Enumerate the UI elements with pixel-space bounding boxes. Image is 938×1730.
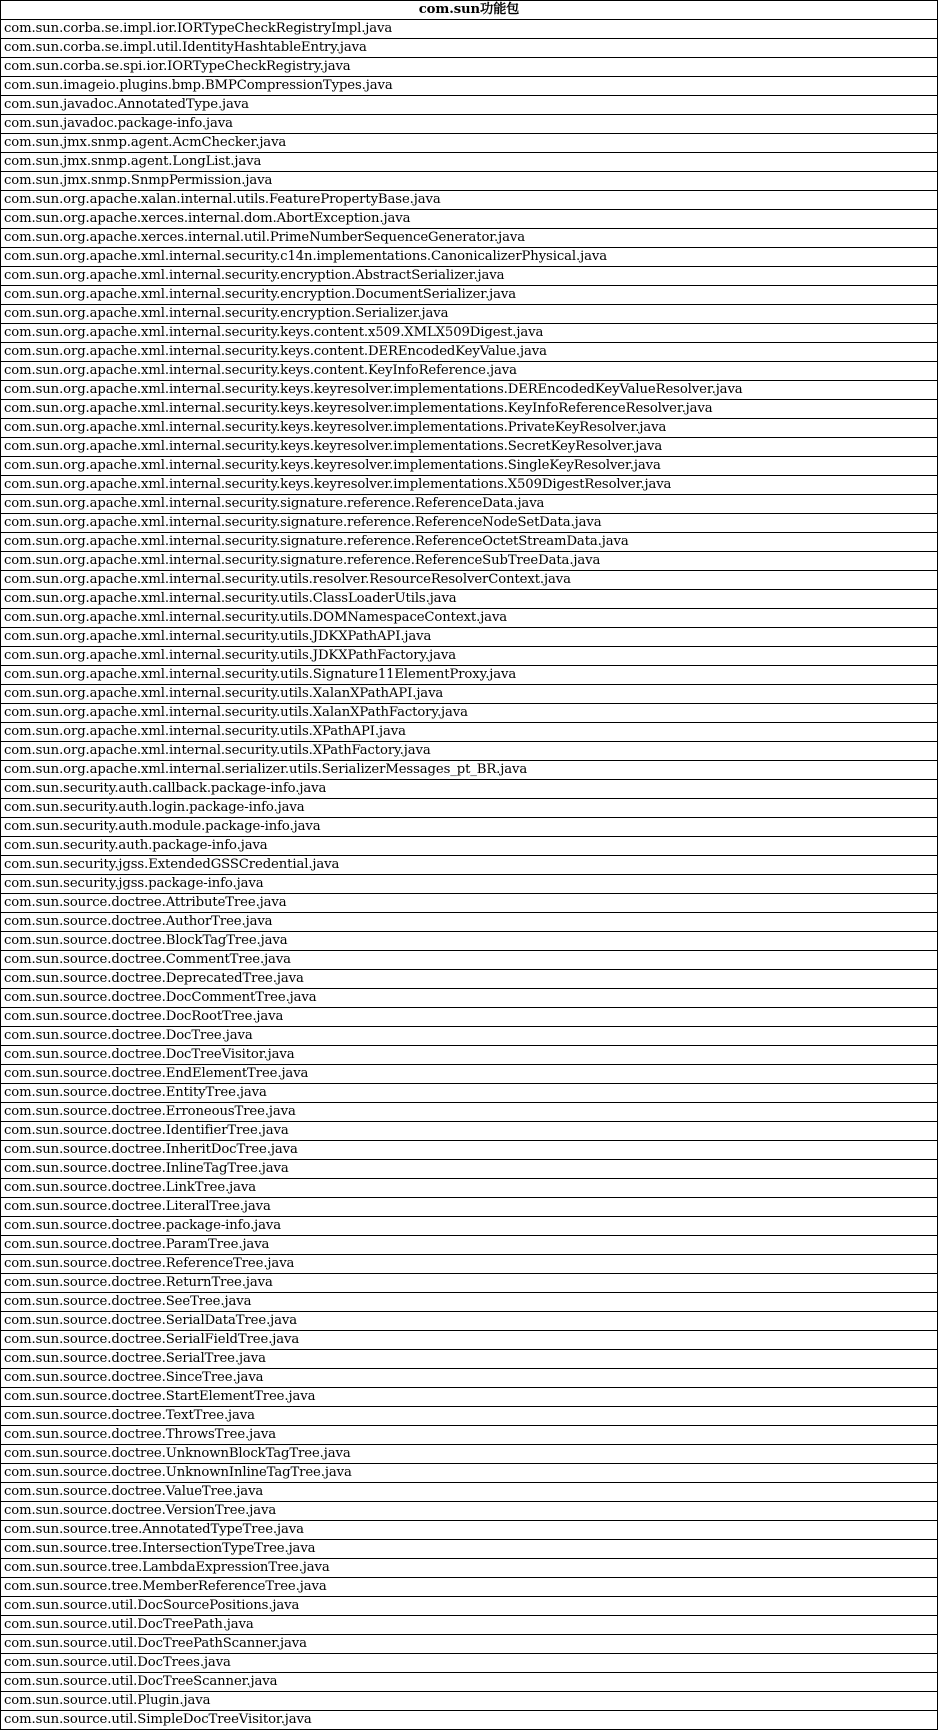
table-row bbox=[1, 134, 938, 153]
table-row bbox=[1, 552, 938, 571]
table-row bbox=[1, 172, 938, 191]
file-name-cell[interactable]: com.sun.org.apache.xml.internal.security.keys.keyresolver.implementations.DEREncodedKeyValueResolver.java bbox=[1, 381, 938, 400]
table-row bbox=[1, 1236, 938, 1255]
table-row bbox=[1, 1027, 938, 1046]
file-name-cell[interactable]: com.sun.org.apache.xml.internal.security.signature.reference.ReferenceSubTreeData.java bbox=[1, 552, 938, 571]
file-name-cell[interactable]: com.sun.org.apache.xml.internal.security.utils.Signature11ElementProxy.java bbox=[1, 666, 938, 685]
table-row bbox=[1, 894, 938, 913]
table-row bbox=[1, 1046, 938, 1065]
file-name-cell[interactable]: com.sun.source.doctree.DeprecatedTree.java bbox=[1, 970, 938, 989]
table-row bbox=[1, 533, 938, 552]
table-row bbox=[1, 39, 938, 58]
file-name-cell[interactable]: com.sun.source.doctree.VersionTree.java bbox=[1, 1502, 938, 1521]
file-name-cell[interactable]: com.sun.source.doctree.InlineTagTree.java bbox=[1, 1160, 938, 1179]
table-row bbox=[1, 324, 938, 343]
file-name-cell[interactable]: com.sun.source.doctree.SeeTree.java bbox=[1, 1293, 938, 1312]
file-name-cell[interactable]: com.sun.org.apache.xml.internal.security.utils.ClassLoaderUtils.java bbox=[1, 590, 938, 609]
file-name-cell[interactable]: com.sun.source.doctree.UnknownInlineTagTree.java bbox=[1, 1464, 938, 1483]
file-name-cell[interactable]: com.sun.source.doctree.EndElementTree.java bbox=[1, 1065, 938, 1084]
table-row bbox=[1, 1502, 938, 1521]
table-row bbox=[1, 248, 938, 267]
table-row bbox=[1, 305, 938, 324]
file-name-cell[interactable]: com.sun.jmx.snmp.SnmpPermission.java bbox=[1, 172, 938, 191]
file-name-cell[interactable]: com.sun.source.doctree.BlockTagTree.java bbox=[1, 932, 938, 951]
table-row bbox=[1, 1673, 938, 1692]
table-row bbox=[1, 1654, 938, 1673]
file-name-cell[interactable]: com.sun.org.apache.xml.internal.security.utils.resolver.ResourceResolverContext.java bbox=[1, 571, 938, 590]
table-row bbox=[1, 419, 938, 438]
file-name-cell[interactable]: com.sun.org.apache.xml.internal.security.utils.DOMNamespaceContext.java bbox=[1, 609, 938, 628]
table-row bbox=[1, 1407, 938, 1426]
table-row bbox=[1, 1369, 938, 1388]
file-name-cell[interactable]: com.sun.source.util.DocTrees.java bbox=[1, 1654, 938, 1673]
table-row bbox=[1, 799, 938, 818]
table-row bbox=[1, 666, 938, 685]
table-row bbox=[1, 1540, 938, 1559]
file-name-cell[interactable]: com.sun.source.doctree.TextTree.java bbox=[1, 1407, 938, 1426]
file-name-cell[interactable]: com.sun.javadoc.AnnotatedType.java bbox=[1, 96, 938, 115]
table-row bbox=[1, 495, 938, 514]
table-row bbox=[1, 1179, 938, 1198]
table-row bbox=[1, 457, 938, 476]
file-name-cell[interactable]: com.sun.source.doctree.ReturnTree.java bbox=[1, 1274, 938, 1293]
table-row bbox=[1, 1217, 938, 1236]
file-name-cell[interactable]: com.sun.corba.se.impl.ior.IORTypeCheckRegistryImpl.java bbox=[1, 20, 938, 39]
file-name-cell[interactable]: com.sun.source.tree.AnnotatedTypeTree.java bbox=[1, 1521, 938, 1540]
table-row bbox=[1, 875, 938, 894]
table-row bbox=[1, 1141, 938, 1160]
file-name-cell[interactable]: com.sun.security.jgss.package-info.java bbox=[1, 875, 938, 894]
table-row bbox=[1, 1331, 938, 1350]
table-row bbox=[1, 1483, 938, 1502]
file-name-cell[interactable]: com.sun.org.apache.xml.internal.security.encryption.AbstractSerializer.java bbox=[1, 267, 938, 286]
file-name-cell[interactable]: com.sun.org.apache.xml.internal.security.utils.XalanXPathFactory.java bbox=[1, 704, 938, 723]
table-row bbox=[1, 343, 938, 362]
table-row bbox=[1, 362, 938, 381]
table-row bbox=[1, 1122, 938, 1141]
file-name-cell[interactable]: com.sun.source.util.DocTreePathScanner.java bbox=[1, 1635, 938, 1654]
file-name-cell[interactable]: com.sun.corba.se.impl.util.IdentityHashtableEntry.java bbox=[1, 39, 938, 58]
file-name-cell[interactable]: com.sun.source.doctree.SinceTree.java bbox=[1, 1369, 938, 1388]
file-name-cell[interactable]: com.sun.org.apache.xml.internal.security.signature.reference.ReferenceOctetStreamData.java bbox=[1, 533, 938, 552]
table-body bbox=[1, 20, 938, 1730]
file-name-cell[interactable]: com.sun.source.tree.IntersectionTypeTree.java bbox=[1, 1540, 938, 1559]
table-row bbox=[1, 1198, 938, 1217]
table-row bbox=[1, 191, 938, 210]
table-row bbox=[1, 1084, 938, 1103]
file-name-cell[interactable]: com.sun.source.util.SimpleDocTreeVisitor.java bbox=[1, 1711, 938, 1730]
file-name-cell[interactable]: com.sun.source.doctree.StartElementTree.java bbox=[1, 1388, 938, 1407]
table-row bbox=[1, 932, 938, 951]
file-name-cell[interactable]: com.sun.org.apache.xml.internal.security.utils.JDKXPathAPI.java bbox=[1, 628, 938, 647]
table-row bbox=[1, 951, 938, 970]
file-name-cell[interactable]: com.sun.jmx.snmp.agent.AcmChecker.java bbox=[1, 134, 938, 153]
table-row bbox=[1, 609, 938, 628]
table-row bbox=[1, 856, 938, 875]
file-name-cell[interactable]: com.sun.source.doctree.ValueTree.java bbox=[1, 1483, 938, 1502]
table-row bbox=[1, 267, 938, 286]
table-row bbox=[1, 647, 938, 666]
file-name-cell[interactable]: com.sun.org.apache.xml.internal.serializer.utils.SerializerMessages_pt_BR.java bbox=[1, 761, 938, 780]
table-row bbox=[1, 761, 938, 780]
table-row bbox=[1, 1578, 938, 1597]
table-row bbox=[1, 913, 938, 932]
table-row bbox=[1, 818, 938, 837]
table-row bbox=[1, 1635, 938, 1654]
file-name-cell[interactable]: com.sun.source.doctree.LinkTree.java bbox=[1, 1179, 938, 1198]
file-name-cell[interactable]: com.sun.security.auth.login.package-info.java bbox=[1, 799, 938, 818]
file-name-cell[interactable]: com.sun.org.apache.xml.internal.security.utils.XalanXPathAPI.java bbox=[1, 685, 938, 704]
file-name-cell[interactable]: com.sun.source.doctree.InheritDocTree.java bbox=[1, 1141, 938, 1160]
file-name-cell[interactable]: com.sun.security.auth.module.package-info.java bbox=[1, 818, 938, 837]
file-name-cell[interactable]: com.sun.org.apache.xml.internal.security.c14n.implementations.CanonicalizerPhysical.java bbox=[1, 248, 938, 267]
file-name-cell[interactable]: com.sun.org.apache.xerces.internal.dom.AbortException.java bbox=[1, 210, 938, 229]
file-name-cell[interactable]: com.sun.source.util.DocSourcePositions.java bbox=[1, 1597, 938, 1616]
file-name-cell[interactable]: com.sun.source.doctree.ParamTree.java bbox=[1, 1236, 938, 1255]
table-row bbox=[1, 381, 938, 400]
table-row bbox=[1, 723, 938, 742]
table-row bbox=[1, 989, 938, 1008]
file-name-cell[interactable]: com.sun.source.util.Plugin.java bbox=[1, 1692, 938, 1711]
file-name-cell[interactable]: com.sun.security.jgss.ExtendedGSSCredential.java bbox=[1, 856, 938, 875]
table-title-cell[interactable]: com.sun功能包 bbox=[1, 1, 938, 20]
file-name-cell[interactable]: com.sun.org.apache.xalan.internal.utils.FeaturePropertyBase.java bbox=[1, 191, 938, 210]
file-name-cell[interactable]: com.sun.source.doctree.SerialTree.java bbox=[1, 1350, 938, 1369]
table-row bbox=[1, 1312, 938, 1331]
file-name-cell[interactable]: com.sun.source.doctree.DocRootTree.java bbox=[1, 1008, 938, 1027]
file-name-cell[interactable]: com.sun.org.apache.xerces.internal.util.PrimeNumberSequenceGenerator.java bbox=[1, 229, 938, 248]
table-row bbox=[1, 1616, 938, 1635]
file-name-cell[interactable]: com.sun.org.apache.xml.internal.security.keys.keyresolver.implementations.SecretKeyResolver.java bbox=[1, 438, 938, 457]
file-name-cell[interactable]: com.sun.corba.se.spi.ior.IORTypeCheckRegistry.java bbox=[1, 58, 938, 77]
file-name-cell[interactable]: com.sun.org.apache.xml.internal.security.signature.reference.ReferenceData.java bbox=[1, 495, 938, 514]
table-row bbox=[1, 1692, 938, 1711]
table-row bbox=[1, 58, 938, 77]
table-row bbox=[1, 229, 938, 248]
file-name-cell[interactable]: com.sun.org.apache.xml.internal.security.keys.keyresolver.implementations.KeyInfoReferenceResolver.java bbox=[1, 400, 938, 419]
file-name-cell[interactable]: com.sun.org.apache.xml.internal.security.keys.content.KeyInfoReference.java bbox=[1, 362, 938, 381]
table-header-row bbox=[1, 1, 938, 20]
file-name-cell[interactable]: com.sun.source.doctree.DocTreeVisitor.java bbox=[1, 1046, 938, 1065]
table-row bbox=[1, 400, 938, 419]
file-name-cell[interactable]: com.sun.source.doctree.AttributeTree.java bbox=[1, 894, 938, 913]
table-row bbox=[1, 1521, 938, 1540]
table-row bbox=[1, 628, 938, 647]
table-row bbox=[1, 77, 938, 96]
table-row bbox=[1, 704, 938, 723]
file-name-cell[interactable]: com.sun.source.tree.LambdaExpressionTree.java bbox=[1, 1559, 938, 1578]
file-name-cell[interactable]: com.sun.source.doctree.UnknownBlockTagTree.java bbox=[1, 1445, 938, 1464]
file-name-cell[interactable]: com.sun.jmx.snmp.agent.LongList.java bbox=[1, 153, 938, 172]
table-row bbox=[1, 1464, 938, 1483]
table-row bbox=[1, 210, 938, 229]
file-name-cell[interactable]: com.sun.source.doctree.LiteralTree.java bbox=[1, 1198, 938, 1217]
file-name-cell[interactable]: com.sun.source.doctree.EntityTree.java bbox=[1, 1084, 938, 1103]
file-name-cell[interactable]: com.sun.org.apache.xml.internal.security.encryption.DocumentSerializer.java bbox=[1, 286, 938, 305]
table-row bbox=[1, 571, 938, 590]
table-row bbox=[1, 1160, 938, 1179]
table-row bbox=[1, 153, 938, 172]
file-name-cell[interactable]: com.sun.org.apache.xml.internal.security.utils.XPathAPI.java bbox=[1, 723, 938, 742]
table-row bbox=[1, 476, 938, 495]
table-row bbox=[1, 1559, 938, 1578]
table-row bbox=[1, 1350, 938, 1369]
file-name-cell[interactable]: com.sun.org.apache.xml.internal.security.keys.content.x509.XMLX509Digest.java bbox=[1, 324, 938, 343]
table-row bbox=[1, 1597, 938, 1616]
file-name-cell[interactable]: com.sun.source.doctree.ErroneousTree.java bbox=[1, 1103, 938, 1122]
table-row bbox=[1, 1103, 938, 1122]
table-row bbox=[1, 970, 938, 989]
table-row bbox=[1, 685, 938, 704]
file-name-cell[interactable]: com.sun.javadoc.package-info.java bbox=[1, 115, 938, 134]
table-row bbox=[1, 115, 938, 134]
file-name-cell[interactable]: com.sun.source.tree.MemberReferenceTree.java bbox=[1, 1578, 938, 1597]
file-name-cell[interactable]: com.sun.security.auth.package-info.java bbox=[1, 837, 938, 856]
file-name-cell[interactable]: com.sun.org.apache.xml.internal.security.keys.content.DEREncodedKeyValue.java bbox=[1, 343, 938, 362]
file-name-cell[interactable]: com.sun.source.doctree.IdentifierTree.java bbox=[1, 1122, 938, 1141]
table-row bbox=[1, 286, 938, 305]
table-row bbox=[1, 96, 938, 115]
table-row bbox=[1, 514, 938, 533]
table-row bbox=[1, 1445, 938, 1464]
file-name-cell[interactable]: com.sun.org.apache.xml.internal.security.utils.XPathFactory.java bbox=[1, 742, 938, 761]
file-name-cell[interactable]: com.sun.source.util.DocTreeScanner.java bbox=[1, 1673, 938, 1692]
file-name-cell[interactable]: com.sun.source.doctree.SerialDataTree.java bbox=[1, 1312, 938, 1331]
table-row bbox=[1, 20, 938, 39]
file-name-cell[interactable]: com.sun.org.apache.xml.internal.security.signature.reference.ReferenceNodeSetData.java bbox=[1, 514, 938, 533]
file-name-cell[interactable]: com.sun.source.util.DocTreePath.java bbox=[1, 1616, 938, 1635]
table-row bbox=[1, 590, 938, 609]
file-name-cell[interactable]: com.sun.org.apache.xml.internal.security.keys.keyresolver.implementations.X509DigestResolver.java bbox=[1, 476, 938, 495]
file-name-cell[interactable]: com.sun.imageio.plugins.bmp.BMPCompressionTypes.java bbox=[1, 77, 938, 96]
file-name-cell[interactable]: com.sun.source.doctree.ReferenceTree.java bbox=[1, 1255, 938, 1274]
table-row bbox=[1, 780, 938, 799]
file-name-cell[interactable]: com.sun.source.doctree.AuthorTree.java bbox=[1, 913, 938, 932]
table-row bbox=[1, 1255, 938, 1274]
file-name-cell[interactable]: com.sun.security.auth.callback.package-info.java bbox=[1, 780, 938, 799]
table-row bbox=[1, 742, 938, 761]
file-name-cell[interactable]: com.sun.org.apache.xml.internal.security.utils.JDKXPathFactory.java bbox=[1, 647, 938, 666]
file-name-cell[interactable]: com.sun.source.doctree.package-info.java bbox=[1, 1217, 938, 1236]
file-name-cell[interactable]: com.sun.source.doctree.SerialFieldTree.java bbox=[1, 1331, 938, 1350]
table-row bbox=[1, 1711, 938, 1730]
file-name-cell[interactable]: com.sun.org.apache.xml.internal.security.keys.keyresolver.implementations.SingleKeyResolver.java bbox=[1, 457, 938, 476]
table-row bbox=[1, 1293, 938, 1312]
table-row bbox=[1, 1274, 938, 1293]
table-row bbox=[1, 1426, 938, 1445]
table-row bbox=[1, 1388, 938, 1407]
file-name-cell[interactable]: com.sun.source.doctree.DocTree.java bbox=[1, 1027, 938, 1046]
table-row bbox=[1, 1065, 938, 1084]
table-row bbox=[1, 1008, 938, 1027]
file-name-cell[interactable]: com.sun.source.doctree.CommentTree.java bbox=[1, 951, 938, 970]
table-row bbox=[1, 438, 938, 457]
table-row bbox=[1, 837, 938, 856]
file-name-cell[interactable]: com.sun.org.apache.xml.internal.security.encryption.Serializer.java bbox=[1, 305, 938, 324]
file-name-cell[interactable]: com.sun.source.doctree.ThrowsTree.java bbox=[1, 1426, 938, 1445]
file-name-cell[interactable]: com.sun.source.doctree.DocCommentTree.java bbox=[1, 989, 938, 1008]
file-name-cell[interactable]: com.sun.org.apache.xml.internal.security.keys.keyresolver.implementations.PrivateKeyResolver.java bbox=[1, 419, 938, 438]
